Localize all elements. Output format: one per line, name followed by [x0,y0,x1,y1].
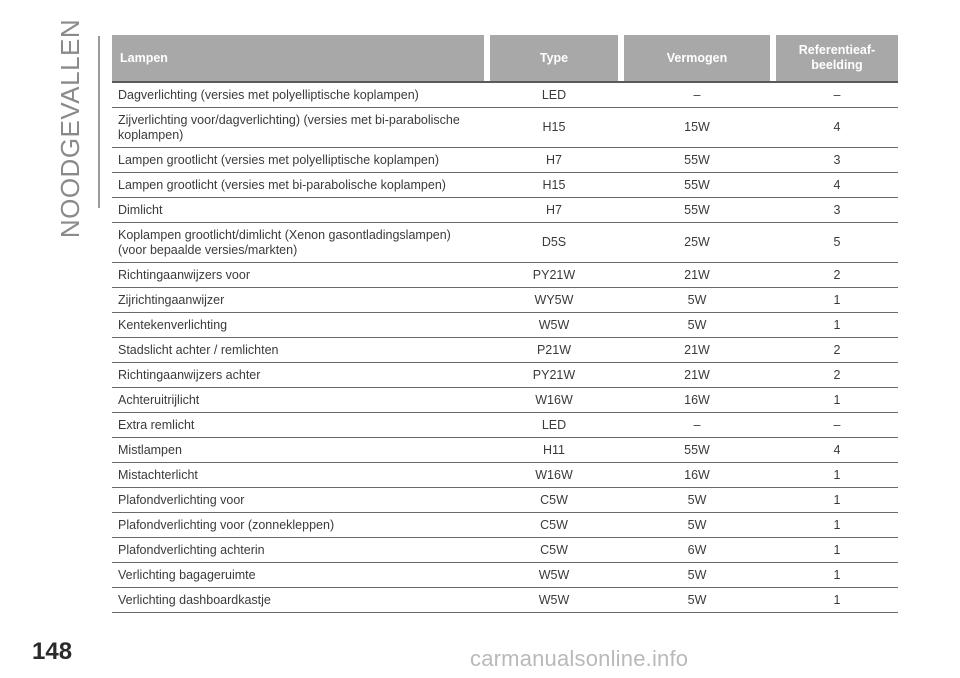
cell-type: PY21W [490,263,618,288]
cell-power: 16W [624,388,770,413]
cell-power: 5W [624,588,770,613]
cell-power: 21W [624,263,770,288]
cell-lamp: Lampen grootlicht (versies met bi-parabolische koplampen) [112,173,484,198]
cell-type: W5W [490,563,618,588]
cell-reference: 1 [776,288,898,313]
cell-power: – [624,82,770,108]
cell-power: 55W [624,438,770,463]
header-type: Type [490,35,618,82]
table-row [112,108,898,148]
cell-reference: 2 [776,363,898,388]
cell-reference: 4 [776,108,898,148]
cell-power: 55W [624,198,770,223]
cell-power: 25W [624,223,770,263]
cell-reference: 2 [776,338,898,363]
table-row [112,313,898,338]
table-row [112,563,898,588]
cell-lamp: Zijverlichting voor/dagverlichting) (versies met bi-parabolische koplampen) [112,108,484,148]
cell-type: C5W [490,488,618,513]
cell-lamp: Plafondverlichting achterin [112,538,484,563]
cell-power: 21W [624,363,770,388]
cell-power: 21W [624,338,770,363]
table-row [112,538,898,563]
cell-lamp: Plafondverlichting voor [112,488,484,513]
table-body [112,82,898,613]
cell-type: H15 [490,173,618,198]
section-divider [98,36,100,208]
table-header-row [112,35,898,82]
cell-reference: 3 [776,148,898,173]
cell-reference: 2 [776,263,898,288]
cell-lamp: Mistachterlicht [112,463,484,488]
cell-reference: 1 [776,488,898,513]
watermark-text: carmanualsonline.info [470,646,689,671]
cell-type: W16W [490,463,618,488]
table-row [112,588,898,613]
cell-lamp: Verlichting dashboardkastje [112,588,484,613]
header-power: Vermogen [624,35,770,82]
cell-lamp: Richtingaanwijzers achter [112,363,484,388]
table-row [112,173,898,198]
header-lamp: Lampen [112,35,484,82]
table-row [112,148,898,173]
page-number: 148 [32,638,73,665]
lamp-table [112,35,898,613]
cell-reference: 1 [776,463,898,488]
table-row [112,438,898,463]
cell-lamp: Extra remlicht [112,413,484,438]
cell-power: – [624,413,770,438]
cell-power: 5W [624,513,770,538]
table-row [112,413,898,438]
cell-reference: 1 [776,313,898,338]
cell-type: W5W [490,588,618,613]
cell-power: 5W [624,288,770,313]
cell-type: W16W [490,388,618,413]
cell-reference: 1 [776,513,898,538]
table-row [112,198,898,223]
cell-reference: 1 [776,538,898,563]
cell-reference: 1 [776,588,898,613]
cell-lamp: Koplampen grootlicht/dimlicht (Xenon gasontladingslampen) (voor bepaalde versies/markten) [112,223,484,263]
cell-power: 5W [624,563,770,588]
cell-lamp: Kentekenverlichting [112,313,484,338]
cell-reference: 5 [776,223,898,263]
cell-lamp: Achteruitrijlicht [112,388,484,413]
cell-reference: 4 [776,173,898,198]
section-title [48,18,94,238]
table-row [112,338,898,363]
cell-type: H7 [490,148,618,173]
cell-lamp: Dagverlichting (versies met polyelliptische koplampen) [112,82,484,108]
cell-type: W5W [490,313,618,338]
cell-lamp: Richtingaanwijzers voor [112,263,484,288]
table-row [112,388,898,413]
cell-lamp: Lampen grootlicht (versies met polyelliptische koplampen) [112,148,484,173]
table-row [112,82,898,108]
table-row [112,488,898,513]
cell-type: C5W [490,538,618,563]
cell-reference: 4 [776,438,898,463]
cell-lamp: Verlichting bagageruimte [112,563,484,588]
cell-power: 15W [624,108,770,148]
cell-power: 55W [624,148,770,173]
cell-type: H7 [490,198,618,223]
table-row [112,363,898,388]
cell-reference: 1 [776,563,898,588]
table-row [112,223,898,263]
cell-lamp: Zijrichtingaanwijzer [112,288,484,313]
cell-power: 55W [624,173,770,198]
cell-type: H11 [490,438,618,463]
table-row [112,513,898,538]
cell-lamp: Plafondverlichting voor (zonnekleppen) [112,513,484,538]
cell-type: H15 [490,108,618,148]
cell-lamp: Stadslicht achter / remlichten [112,338,484,363]
table-row [112,263,898,288]
cell-reference: 3 [776,198,898,223]
header-reference: Referentieaf- beelding [776,35,898,82]
cell-type: P21W [490,338,618,363]
cell-power: 5W [624,313,770,338]
cell-type: WY5W [490,288,618,313]
cell-power: 5W [624,488,770,513]
cell-type: LED [490,82,618,108]
section-title-text: NOODGEVALLEN [55,18,86,238]
table-row [112,463,898,488]
cell-reference: 1 [776,388,898,413]
cell-lamp: Dimlicht [112,198,484,223]
cell-type: PY21W [490,363,618,388]
cell-reference: – [776,82,898,108]
cell-reference: – [776,413,898,438]
cell-power: 16W [624,463,770,488]
cell-power: 6W [624,538,770,563]
cell-lamp: Mistlampen [112,438,484,463]
table-row [112,288,898,313]
cell-type: LED [490,413,618,438]
cell-type: D5S [490,223,618,263]
cell-type: C5W [490,513,618,538]
